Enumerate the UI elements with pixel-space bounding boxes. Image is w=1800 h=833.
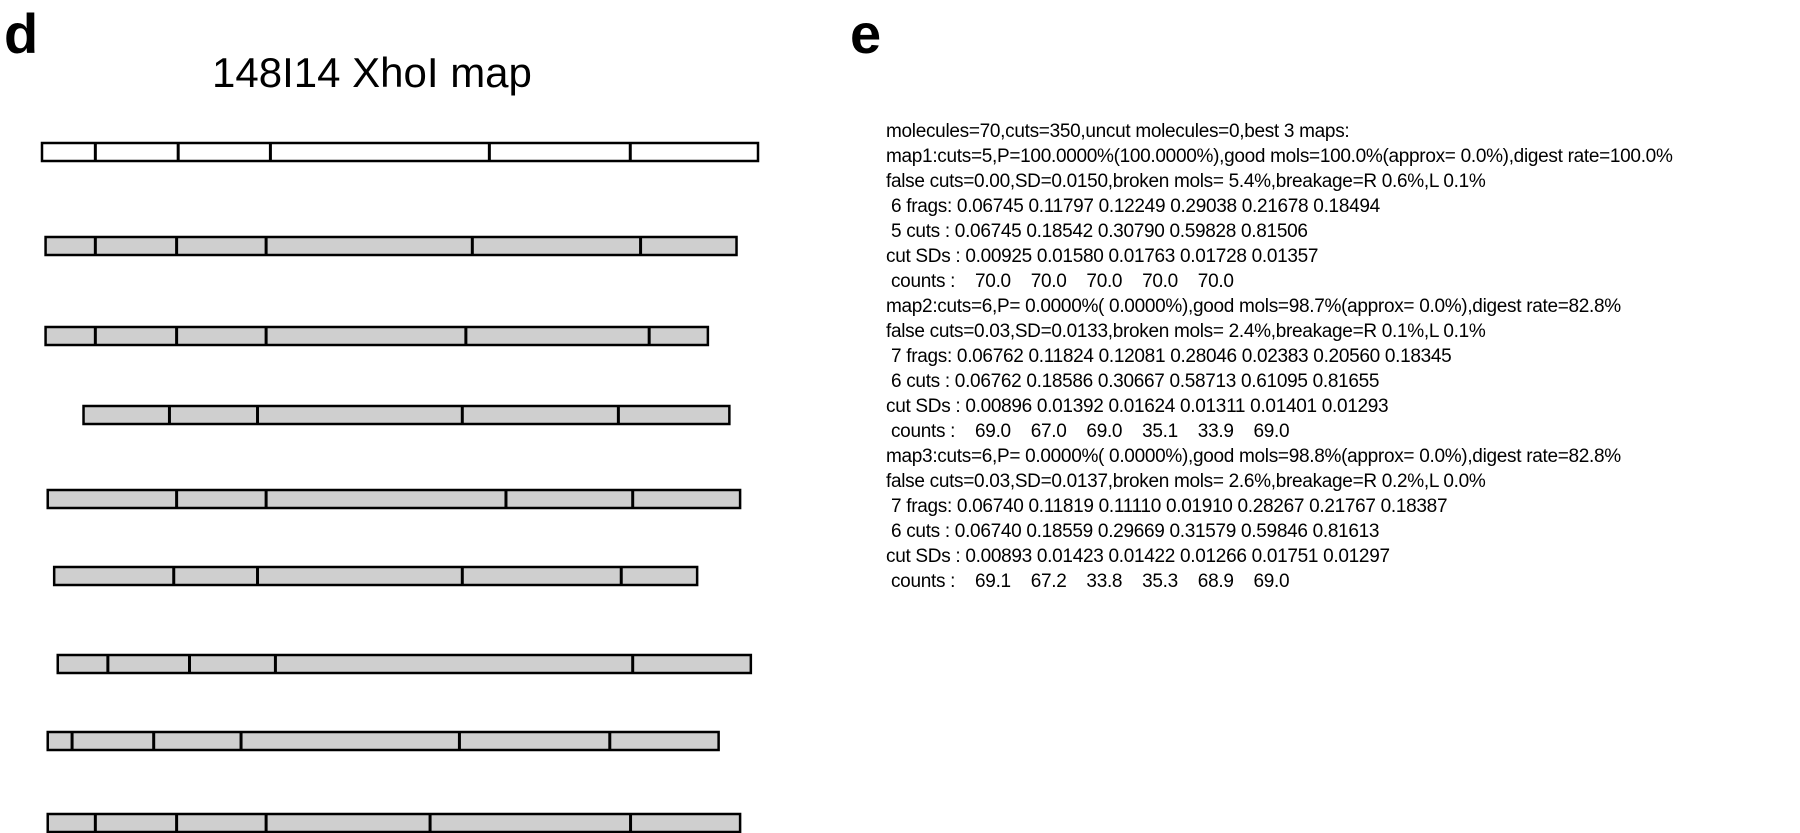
molecule-map-3: [46, 327, 708, 345]
molecule-map-1: [42, 143, 758, 161]
stats-line: cut SDs : 0.00893 0.01423 0.01422 0.01266 0.01751 0.01297: [886, 546, 1390, 567]
molecule-bar: [84, 406, 730, 424]
molecule-bar: [42, 143, 758, 161]
stats-line: counts : 69.0 67.0 69.0 35.1 33.9 69.0: [886, 421, 1290, 442]
molecule-bar: [46, 237, 737, 255]
molecule-bar: [48, 732, 719, 750]
molecule-bar: [46, 327, 708, 345]
stats-line: false cuts=0.00,SD=0.0150,broken mols= 5.4%,breakage=R 0.6%,L 0.1%: [886, 171, 1486, 192]
molecule-map-6: [54, 567, 697, 585]
molecule-bar: [58, 655, 751, 673]
molecule-map-2: [46, 237, 737, 255]
map-title: 148I14 XhoI map: [212, 49, 532, 96]
stats-line: map1:cuts=5,P=100.0000%(100.0000%),good mols=100.0%(approx= 0.0%),digest rate=100.0%: [886, 146, 1673, 167]
molecule-map-9: [48, 814, 740, 832]
stats-line: 6 cuts : 0.06762 0.18586 0.30667 0.58713 0.61095 0.81655: [886, 371, 1380, 392]
map-statistics-text: [886, 119, 1673, 594]
molecule-map-8: [48, 732, 719, 750]
stats-line: false cuts=0.03,SD=0.0137,broken mols= 2.6%,breakage=R 0.2%,L 0.0%: [886, 471, 1486, 492]
stats-line: counts : 69.1 67.2 33.8 35.3 68.9 69.0: [886, 571, 1290, 592]
stats-line: molecules=70,cuts=350,uncut molecules=0,best 3 maps:: [886, 121, 1350, 142]
restriction-map-diagram: [0, 0, 860, 833]
molecule-bar: [48, 814, 740, 832]
molecule-map-4: [84, 406, 730, 424]
stats-line: false cuts=0.03,SD=0.0133,broken mols= 2.4%,breakage=R 0.1%,L 0.1%: [886, 321, 1486, 342]
stats-line: 5 cuts : 0.06745 0.18542 0.30790 0.59828 0.81506: [886, 221, 1308, 242]
stats-line: 6 cuts : 0.06740 0.18559 0.29669 0.31579 0.59846 0.81613: [886, 521, 1380, 542]
molecule-bar: [54, 567, 697, 585]
panel-letter-e: e: [850, 2, 882, 65]
stats-line: cut SDs : 0.00925 0.01580 0.01763 0.01728 0.01357: [886, 246, 1319, 267]
stats-line: cut SDs : 0.00896 0.01392 0.01624 0.01311 0.01401 0.01293: [886, 396, 1389, 417]
stats-line: map3:cuts=6,P= 0.0000%( 0.0000%),good mols=98.8%(approx= 0.0%),digest rate=82.8%: [886, 446, 1621, 467]
stats-line: map2:cuts=6,P= 0.0000%( 0.0000%),good mols=98.7%(approx= 0.0%),digest rate=82.8%: [886, 296, 1621, 317]
molecule-bar: [48, 490, 740, 508]
stats-line: counts : 70.0 70.0 70.0 70.0 70.0: [886, 271, 1234, 292]
stats-line: 7 frags: 0.06740 0.11819 0.11110 0.01910 0.28267 0.21767 0.18387: [886, 496, 1448, 517]
stats-line: 7 frags: 0.06762 0.11824 0.12081 0.28046 0.02383 0.20560 0.18345: [886, 346, 1452, 367]
molecule-map-5: [48, 490, 740, 508]
molecule-map-7: [58, 655, 751, 673]
panel-letter-d: d: [4, 2, 39, 65]
stats-line: 6 frags: 0.06745 0.11797 0.12249 0.29038 0.21678 0.18494: [886, 196, 1380, 217]
